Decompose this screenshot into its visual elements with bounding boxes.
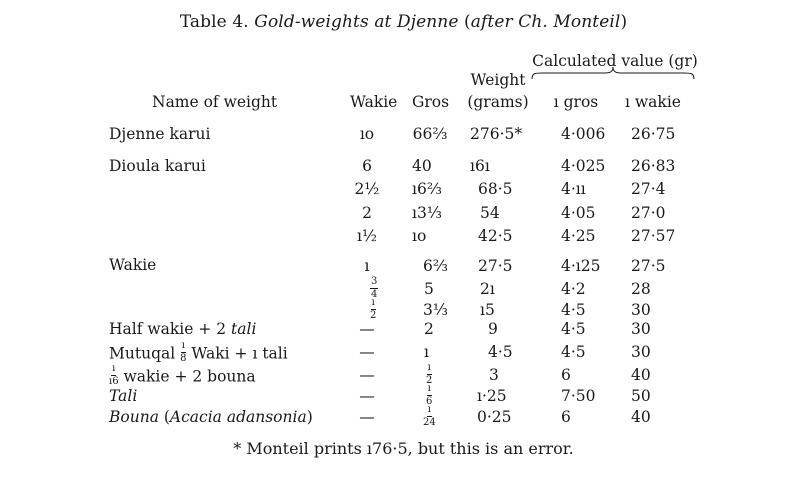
row-per-gros: 4·5 xyxy=(561,320,586,338)
row-per-wakie: 40 xyxy=(631,408,651,426)
row-grams: 27·5 xyxy=(478,257,513,275)
frac-numerator: ı xyxy=(427,404,431,415)
header-name: Name of weight xyxy=(152,93,278,111)
frac-numerator: ı xyxy=(371,297,375,308)
row-per-gros: 4·5 xyxy=(561,343,586,361)
title-prefix: Table 4. xyxy=(179,12,249,32)
row-grams: 276·5* xyxy=(470,125,523,143)
row-wakie: 2 xyxy=(362,204,372,222)
row-gros: 6⅔ xyxy=(423,257,448,275)
row-wakie: — xyxy=(359,366,375,384)
row-wakie: 2½ xyxy=(354,180,380,198)
row-name xyxy=(109,410,313,426)
header-weight-line2: (grams) xyxy=(467,93,529,111)
row-name-close: ) xyxy=(306,408,313,426)
row-per-gros: 4·ı25 xyxy=(561,257,601,275)
row-name-text: wakie + 2 bouna xyxy=(118,367,256,386)
row-per-gros: 4·2 xyxy=(561,280,586,298)
row-name: Djenne karui xyxy=(109,125,211,143)
row-name: Wakie xyxy=(109,256,157,274)
row-name-italic: Bouna xyxy=(109,408,159,426)
footnote: * Monteil prints ı76·5, but this is an error. xyxy=(233,439,574,458)
row-wakie: 6 xyxy=(362,157,372,175)
row-grams: ı·25 xyxy=(477,387,507,405)
frac-denominator: 6 xyxy=(426,396,433,407)
row-gros: ı xyxy=(424,343,429,361)
row-wakie: — xyxy=(359,408,375,426)
header-gros: Gros xyxy=(412,93,450,111)
frac-denominator: ı6 xyxy=(109,376,119,387)
row-per-wakie: 50 xyxy=(631,387,651,405)
row-name-italic: tali xyxy=(231,320,257,338)
row-grams: 0·25 xyxy=(477,408,512,426)
table-title xyxy=(0,12,807,32)
frac-numerator: ı xyxy=(427,383,431,394)
frac-numerator: 3 xyxy=(371,276,378,287)
row-grams: 9 xyxy=(488,320,498,338)
row-gros: 3⅓ xyxy=(423,301,448,319)
row-wakie: — xyxy=(359,343,375,361)
row-per-gros: 4·25 xyxy=(561,227,596,245)
frac-denominator: 24 xyxy=(423,417,436,428)
header-calculated-group: Calculated value (gr) xyxy=(532,52,698,70)
row-gros xyxy=(423,405,436,428)
row-wakie: ı xyxy=(364,257,370,275)
title-paren-open: ( xyxy=(458,12,471,32)
header-wakie: Wakie xyxy=(350,93,398,111)
row-grams: 68·5 xyxy=(478,180,513,198)
row-name xyxy=(109,363,256,387)
title-paren-close: ) xyxy=(620,12,628,32)
row-per-gros: 4·006 xyxy=(561,125,606,143)
header-per-wakie: ı wakie xyxy=(625,93,681,111)
frac-denominator: 4 xyxy=(371,289,378,300)
row-gros: 40 xyxy=(412,157,432,175)
header-per-gros: ı gros xyxy=(553,93,599,111)
row-per-wakie: 30 xyxy=(631,320,651,338)
row-name xyxy=(109,322,256,338)
row-wakie xyxy=(370,298,376,321)
row-per-wakie: 28 xyxy=(631,280,651,298)
frac-denominator: 2 xyxy=(370,310,377,321)
row-grams: ı6ı xyxy=(470,157,490,175)
row-grams: ı5 xyxy=(480,301,495,319)
row-per-gros: 6 xyxy=(561,366,571,384)
row-name-text: Half wakie + 2 xyxy=(109,320,232,338)
row-per-wakie: 30 xyxy=(631,343,651,361)
row-per-wakie: 26·83 xyxy=(631,157,676,175)
row-name xyxy=(109,340,288,364)
header-weight-line1: Weight xyxy=(470,71,526,89)
row-grams: 2ı xyxy=(480,280,495,298)
row-grams: 3 xyxy=(489,366,499,384)
row-per-wakie: 26·75 xyxy=(631,125,676,143)
row-per-wakie: 30 xyxy=(631,301,651,319)
frac-denominator: 8 xyxy=(180,353,187,364)
row-name-text: Waki + ı tali xyxy=(186,344,288,363)
frac-numerator: ı xyxy=(112,363,116,374)
header-brace xyxy=(531,66,695,80)
row-wakie: ıo xyxy=(359,125,375,143)
row-grams: 4·5 xyxy=(488,343,513,361)
frac-denominator: 2 xyxy=(426,375,433,386)
row-gros: ı3⅓ xyxy=(412,204,442,222)
row-per-wakie: 40 xyxy=(631,366,651,384)
row-per-gros: 6 xyxy=(561,408,571,426)
row-gros: ı6⅔ xyxy=(412,180,442,198)
row-per-gros: 4·05 xyxy=(561,204,596,222)
title-source: after Ch. Monteil xyxy=(470,12,621,32)
row-wakie: — xyxy=(359,320,375,338)
frac-numerator: ı xyxy=(181,340,185,351)
row-grams: 42·5 xyxy=(478,227,513,245)
row-wakie: ı½ xyxy=(357,227,377,245)
row-gros: 2 xyxy=(424,320,434,338)
row-per-wakie: 27·4 xyxy=(631,180,666,198)
row-per-gros: 7·50 xyxy=(561,387,596,405)
row-name-text: ( xyxy=(158,408,170,426)
title-italic: Gold-weights at Djenne xyxy=(254,12,459,32)
row-name: Dioula karui xyxy=(109,157,206,175)
row-name-pre: Mutuqal xyxy=(109,344,181,363)
row-per-gros: 4·025 xyxy=(561,157,606,175)
row-gros: 5 xyxy=(424,280,434,298)
row-per-gros: 4·ıı xyxy=(561,180,586,198)
row-per-wakie: 27·57 xyxy=(631,227,676,245)
frac-numerator: ı xyxy=(427,362,431,373)
row-gros: 66⅔ xyxy=(412,125,448,143)
row-name-italic-2: Acacia adansonia xyxy=(169,408,307,426)
row-per-gros: 4·5 xyxy=(561,301,586,319)
row-gros: ıo xyxy=(412,227,427,245)
row-name: Tali xyxy=(109,387,138,405)
row-per-wakie: 27·0 xyxy=(631,204,666,222)
row-grams: 54 xyxy=(480,204,500,222)
row-wakie: — xyxy=(359,387,375,405)
row-per-wakie: 27·5 xyxy=(631,257,666,275)
